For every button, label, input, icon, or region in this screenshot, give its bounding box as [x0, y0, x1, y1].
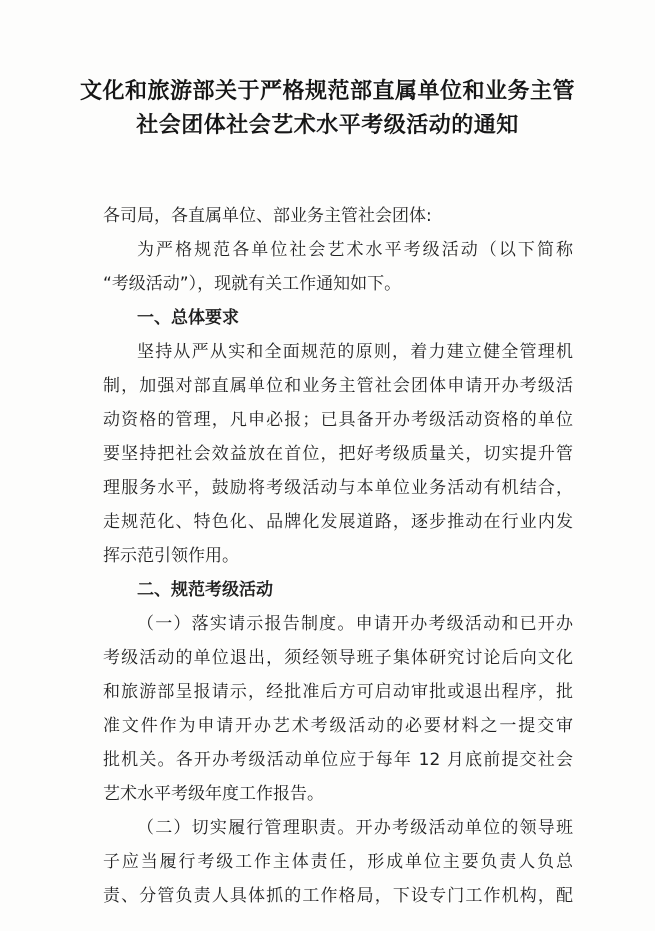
section-2-item-1-line-5: 批机关。各开办考级活动单位应于每年 12 月底前提交社会 — [103, 750, 573, 770]
section-1-line-4: 要坚持把社会效益放在首位，把好考级质量关，切实提升管 — [103, 444, 573, 464]
intro-line-2: “考级活动”），现就有关工作通知如下。 — [103, 274, 402, 294]
section-2-item-1-line-3: 和旅游部呈报请示，经批准后方可启动审批或退出程序，批 — [103, 682, 573, 702]
intro-line-1: 为严格规范各单位社会艺术水平考级活动（以下简称 — [137, 240, 573, 260]
section-1-line-1: 坚持从严从实和全面规范的原则，着力建立健全管理机 — [137, 342, 573, 362]
section-2-heading: 二、规范考级活动 — [137, 580, 273, 600]
section-2-item-1-line-4: 准文件作为申请开办艺术考级活动的必要材料之一提交审 — [103, 716, 573, 736]
section-1-line-6: 走规范化、特色化、品牌化发展道路，逐步推动在行业内发 — [103, 512, 573, 532]
document-title-line-1: 文化和旅游部关于严格规范部直属单位和业务主管 — [79, 78, 575, 104]
section-2-item-1-line-1: （一）落实请示报告制度。申请开办考级活动和已开办 — [137, 614, 573, 634]
section-1-line-5: 理服务水平，鼓励将考级活动与本单位业务活动有机结合， — [103, 478, 573, 498]
section-2-item-2-line-3: 责、分管负责人具体抓的工作格局，下设专门工作机构，配 — [103, 886, 573, 906]
section-1-heading: 一、总体要求 — [137, 308, 239, 328]
document-title-line-2: 社会团体社会艺术水平考级活动的通知 — [136, 112, 519, 138]
section-1-line-3: 动资格的管理，凡申必报；已具备开办考级活动资格的单位 — [103, 410, 573, 430]
section-2-item-2-line-2: 子应当履行考级工作主体责任，形成单位主要负责人负总 — [103, 852, 573, 872]
section-1-line-7: 挥示范引领作用。 — [103, 546, 239, 566]
section-1-line-2: 制，加强对部直属单位和业务主管社会团体申请开办考级活 — [103, 376, 573, 396]
section-2-item-1-line-2: 考级活动的单位退出，须经领导班子集体研究讨论后向文化 — [103, 648, 573, 668]
section-2-item-2-line-1: （二）切实履行管理职责。开办考级活动单位的领导班 — [137, 818, 573, 838]
addressee: 各司局，各直属单位、部业务主管社会团体: — [103, 206, 432, 226]
section-2-item-1-line-6: 艺术水平考级年度工作报告。 — [103, 784, 324, 804]
